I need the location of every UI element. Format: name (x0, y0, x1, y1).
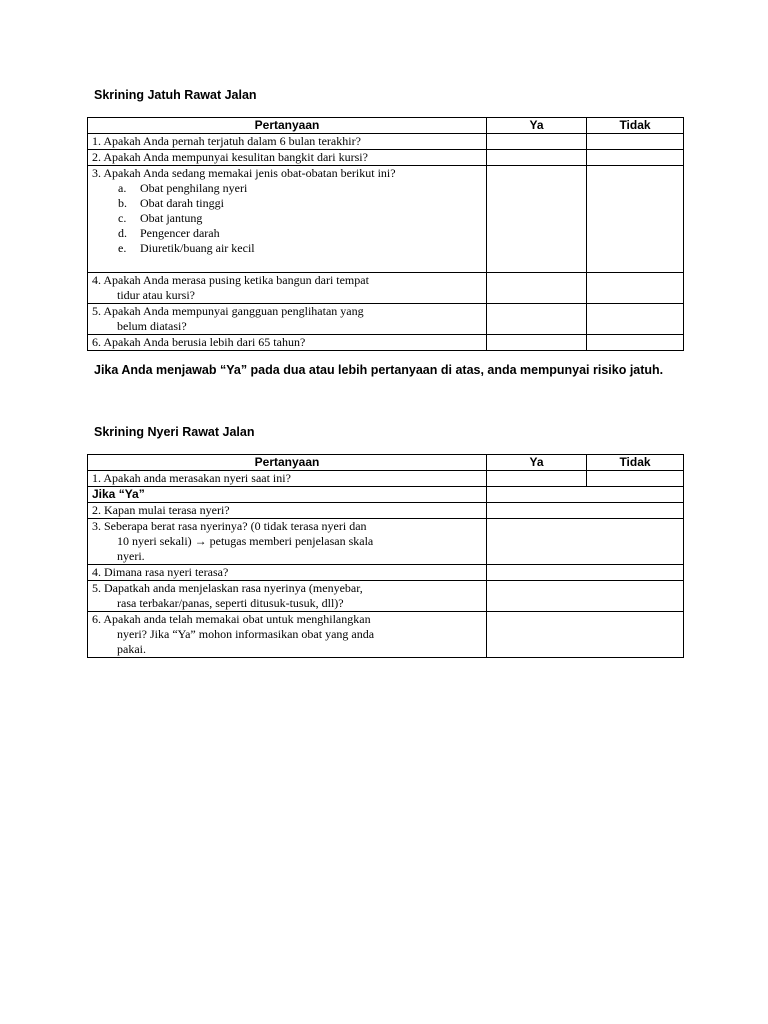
risk-note: Jika Anda menjawab “Ya” pada dua atau lebih pertanyaan di atas, anda mempunyai risiko jatuh. (94, 363, 664, 377)
question-text: 5. Apakah Anda mempunyai gangguan penglihatan yang (92, 304, 364, 318)
answer-no-cell[interactable] (587, 166, 684, 273)
answer-yes-cell[interactable] (487, 134, 587, 150)
answer-cell[interactable] (487, 581, 684, 612)
header-question: Pertanyaan (88, 118, 487, 134)
fall-screening-title: Skrining Jatuh Rawat Jalan (94, 88, 257, 102)
table-row (88, 166, 684, 273)
header-yes: Ya (487, 455, 587, 471)
list-item: d. Pengencer darah (118, 226, 220, 240)
question-text: 2. Kapan mulai terasa nyeri? (92, 503, 230, 517)
header-question: Pertanyaan (88, 455, 487, 471)
table-row (88, 150, 684, 166)
if-yes-label: Jika “Ya” (92, 487, 145, 501)
question-text: 2. Apakah Anda mempunyai kesulitan bangkit dari kursi? (92, 150, 368, 164)
table-row (88, 503, 684, 519)
answer-yes-cell[interactable] (487, 471, 587, 487)
list-item: e. Diuretik/buang air kecil (118, 241, 255, 255)
question-text-continued: nyeri. (117, 549, 145, 563)
pain-screening-table (87, 454, 684, 658)
question-text: 4. Apakah Anda merasa pusing ketika bangun dari tempat (92, 273, 369, 287)
question-text-continued: rasa terbakar/panas, seperti ditusuk-tusuk, dll)? (117, 596, 344, 610)
list-item: b. Obat darah tinggi (118, 196, 224, 210)
answer-cell[interactable] (487, 519, 684, 565)
answer-no-cell[interactable] (587, 471, 684, 487)
table-header-row (88, 118, 684, 134)
question-text: 3. Seberapa berat rasa nyerinya? (0 tidak terasa nyeri dan (92, 519, 367, 533)
answer-yes-cell[interactable] (487, 150, 587, 166)
answer-yes-cell[interactable] (487, 273, 587, 304)
list-item: a. Obat penghilang nyeri (118, 181, 248, 195)
header-no: Tidak (587, 455, 684, 471)
answer-cell[interactable] (487, 487, 684, 503)
table-row (88, 335, 684, 351)
answer-yes-cell[interactable] (487, 335, 587, 351)
table-row (88, 519, 684, 565)
table-row (88, 134, 684, 150)
question-text: 5. Dapatkah anda menjelaskan rasa nyerinya (menyebar, (92, 581, 363, 595)
table-row (88, 304, 684, 335)
question-text-continued: belum diatasi? (117, 319, 187, 333)
question-text: 6. Apakah anda telah memakai obat untuk menghilangkan (92, 612, 371, 626)
table-row (88, 487, 684, 503)
header-no: Tidak (587, 118, 684, 134)
answer-yes-cell[interactable] (487, 166, 587, 273)
table-row (88, 273, 684, 304)
answer-cell[interactable] (487, 612, 684, 658)
table-row (88, 612, 684, 658)
table-header-row (88, 455, 684, 471)
question-text-continued: tidur atau kursi? (117, 288, 195, 302)
table-row (88, 565, 684, 581)
question-text: 4. Dimana rasa nyeri terasa? (92, 565, 229, 579)
answer-no-cell[interactable] (587, 150, 684, 166)
question-text: 1. Apakah anda merasakan nyeri saat ini? (92, 471, 291, 485)
question-text: 6. Apakah Anda berusia lebih dari 65 tahun? (92, 335, 306, 349)
table-row (88, 471, 684, 487)
answer-no-cell[interactable] (587, 134, 684, 150)
answer-no-cell[interactable] (587, 304, 684, 335)
answer-cell[interactable] (487, 565, 684, 581)
answer-cell[interactable] (487, 503, 684, 519)
answer-no-cell[interactable] (587, 273, 684, 304)
answer-no-cell[interactable] (587, 335, 684, 351)
list-item: c. Obat jantung (118, 211, 203, 225)
question-text-continued: nyeri? Jika “Ya” mohon informasikan obat yang anda (117, 627, 375, 641)
fall-screening-table (87, 117, 684, 351)
table-row (88, 581, 684, 612)
question-text-continued: pakai. (117, 642, 146, 656)
pain-screening-title: Skrining Nyeri Rawat Jalan (94, 425, 255, 439)
header-yes: Ya (487, 118, 587, 134)
question-text: 3. Apakah Anda sedang memakai jenis obat-obatan berikut ini? (92, 166, 396, 180)
question-text-continued: 10 nyeri sekali) → petugas memberi penjelasan skala (117, 534, 374, 548)
question-text: 1. Apakah Anda pernah terjatuh dalam 6 bulan terakhir? (92, 134, 361, 148)
answer-yes-cell[interactable] (487, 304, 587, 335)
